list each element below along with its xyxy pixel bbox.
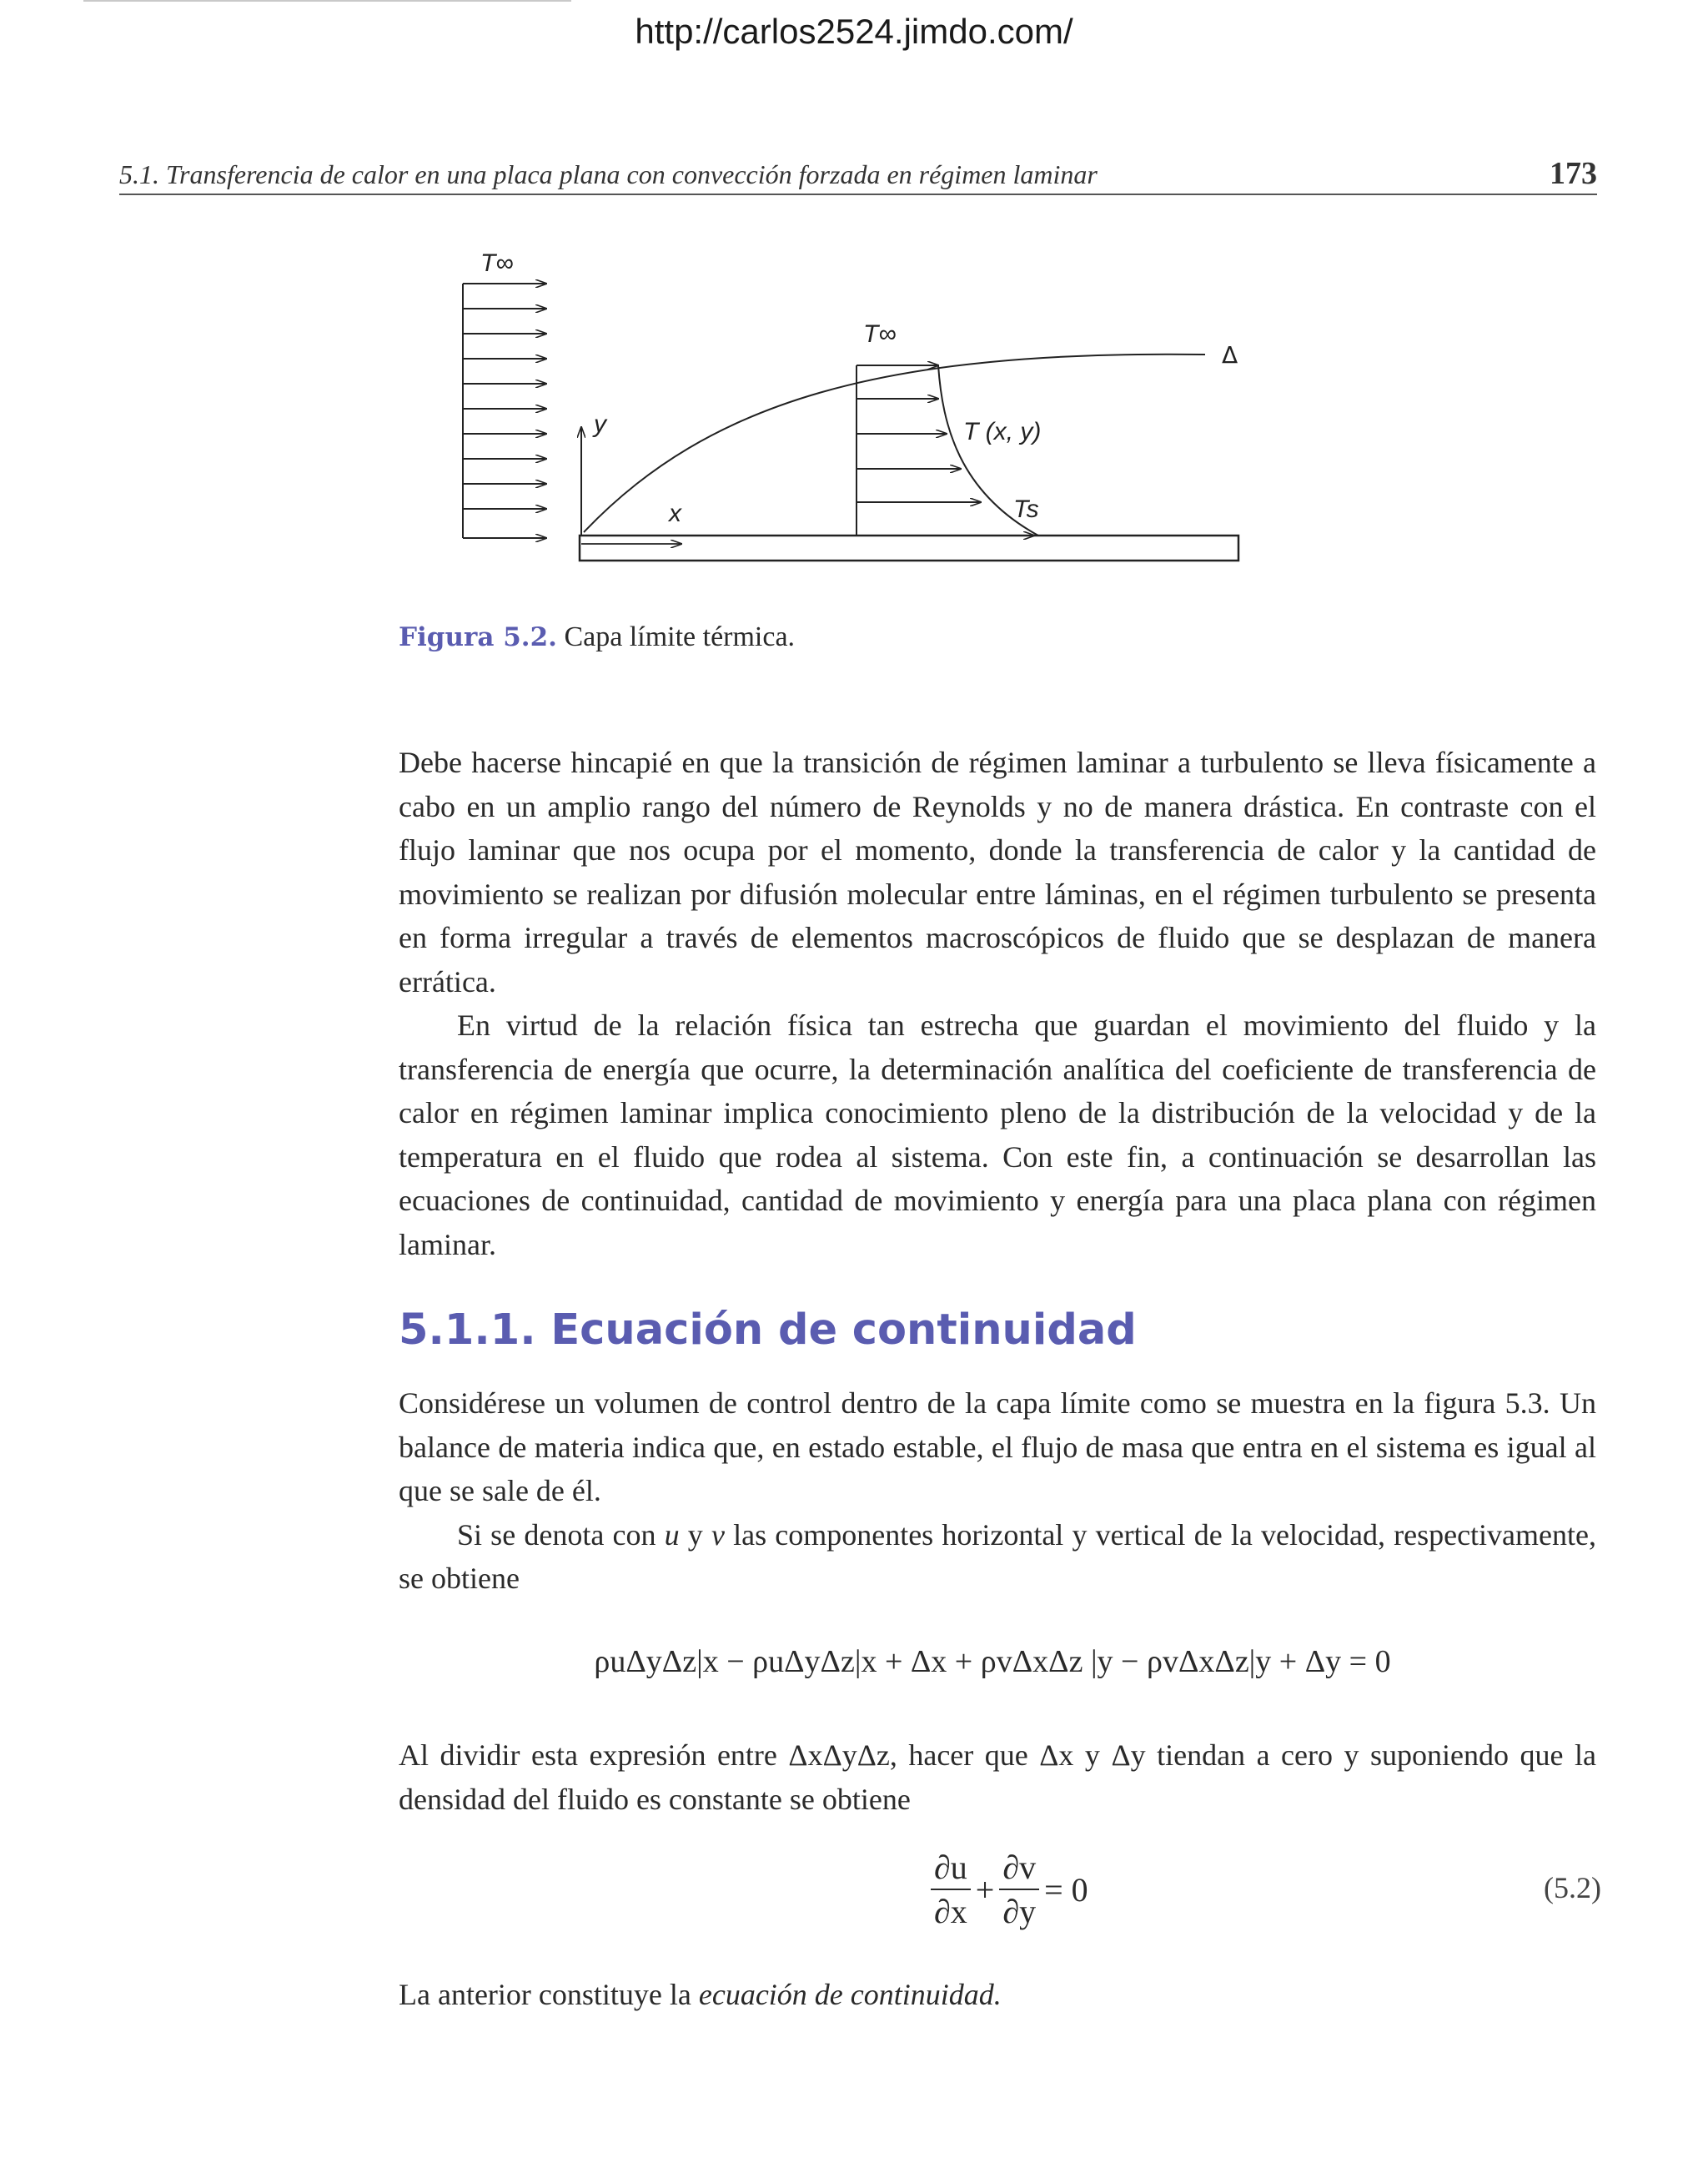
- paragraph-4-text-c: las componentes horizontal y vertical de la velocidad, respectivamente, se obtiene: [399, 1517, 1596, 1595]
- equals-zero: = 0: [1044, 1870, 1088, 1909]
- temperature-profile: [857, 365, 1038, 536]
- paragraph-3: Considérese un volumen de control dentro de la capa límite como se muestra en la figura 5.3. Un balance de materia indica que, en estado estable, el flujo de masa que entra en el sistema es igual al que se sale de él.: [399, 1386, 1596, 1507]
- t-inf-left-label: T∞: [480, 249, 514, 277]
- fraction-dv-dy: [999, 1848, 1039, 1931]
- plus-sign: +: [975, 1870, 995, 1909]
- y-axis-label: y: [594, 410, 606, 438]
- paragraph-4-text-b: y: [679, 1517, 711, 1552]
- page-number: 173: [1550, 156, 1597, 191]
- t-s-label: Ts: [1013, 495, 1039, 523]
- fraction-du-dx: [931, 1848, 971, 1931]
- body-text-block-3: [399, 1733, 1596, 1821]
- figure-caption-label: Figura 5.2.: [399, 622, 557, 652]
- symbol-v: v: [711, 1517, 725, 1552]
- flat-plate: [580, 536, 1238, 561]
- figure-caption-text: Capa límite térmica.: [556, 621, 796, 652]
- body-text-block-1: [399, 741, 1596, 1266]
- source-url[interactable]: http://carlos2524.jimdo.com/: [635, 12, 1073, 51]
- paragraph-2: En virtud de la relación física tan estrecha que guardan el movimiento del fluido y la transferencia de energía que ocurre, la determinación analítica del coeficiente de transferencia de calor en régimen laminar implica conocimiento pleno de la distribución de la velocidad y de la temperatura en el fluido que rodea al sistema. Con este fin, a continuación se desarrollan las ecuaciones de continuidad, cantidad de movimiento y energía para una placa plana con régimen laminar.: [399, 1009, 1596, 1261]
- denominator-dx: ∂x: [931, 1889, 971, 1931]
- free-stream-profile: [463, 284, 546, 538]
- top-rule: [83, 0, 571, 2]
- paragraph-5: Al dividir esta expresión entre ΔxΔyΔz, hacer que Δx y Δy tiendan a cero y suponiendo que la densidad del fluido es constante se obtiene: [399, 1738, 1596, 1816]
- section-heading: 5.1.1. Ecuación de continuidad: [399, 1305, 1137, 1355]
- continuity-equation: [926, 1848, 1088, 1931]
- denominator-dy: ∂y: [999, 1889, 1039, 1931]
- body-text-block-2: [399, 1381, 1596, 1601]
- mass-balance-equation: ρuΔyΔz|x − ρuΔyΔz|x + Δx + ρvΔxΔz |y − ρvΔxΔz|y + Δy = 0: [594, 1644, 1391, 1679]
- symbol-u: u: [664, 1517, 680, 1552]
- t-inf-profile-label: T∞: [863, 320, 897, 348]
- numerator-dv: ∂v: [1002, 1849, 1037, 1886]
- closing-text: La anterior constituye la: [399, 1978, 699, 2011]
- numerator-du: ∂u: [934, 1849, 967, 1886]
- t-xy-label: T (x, y): [963, 418, 1042, 445]
- closing-sentence: [399, 1977, 1002, 2012]
- closing-emphasis: ecuación de continuidad.: [698, 1978, 1002, 2011]
- paragraph-1: Debe hacerse hincapié en que la transición de régimen laminar a turbulento se lleva físicamente a cabo en un amplio rango del número de Reynolds y no de manera drástica. En contraste con el flujo laminar que nos ocupa por el momento, donde la transferencia de calor y la cantidad de movimiento se realizan por difusión molecular entre láminas, en el régimen turbulento se presenta en forma irregular a través de elementos macroscópicos de fluido que se desplazan de manera errática.: [399, 746, 1596, 998]
- delta-label: Δ: [1222, 341, 1238, 369]
- paragraph-4: [399, 1513, 1596, 1601]
- figure-caption: [399, 621, 795, 653]
- running-header: [119, 150, 1597, 195]
- thermal-boundary-layer-figure: [450, 234, 1276, 584]
- x-axis-label: x: [669, 500, 681, 527]
- running-title: 5.1. Transferencia de calor en una placa plana con convección forzada en régimen laminar: [119, 159, 1098, 189]
- paragraph-4-text-a: Si se denota con: [457, 1517, 665, 1552]
- equation-number: (5.2): [1544, 1871, 1601, 1904]
